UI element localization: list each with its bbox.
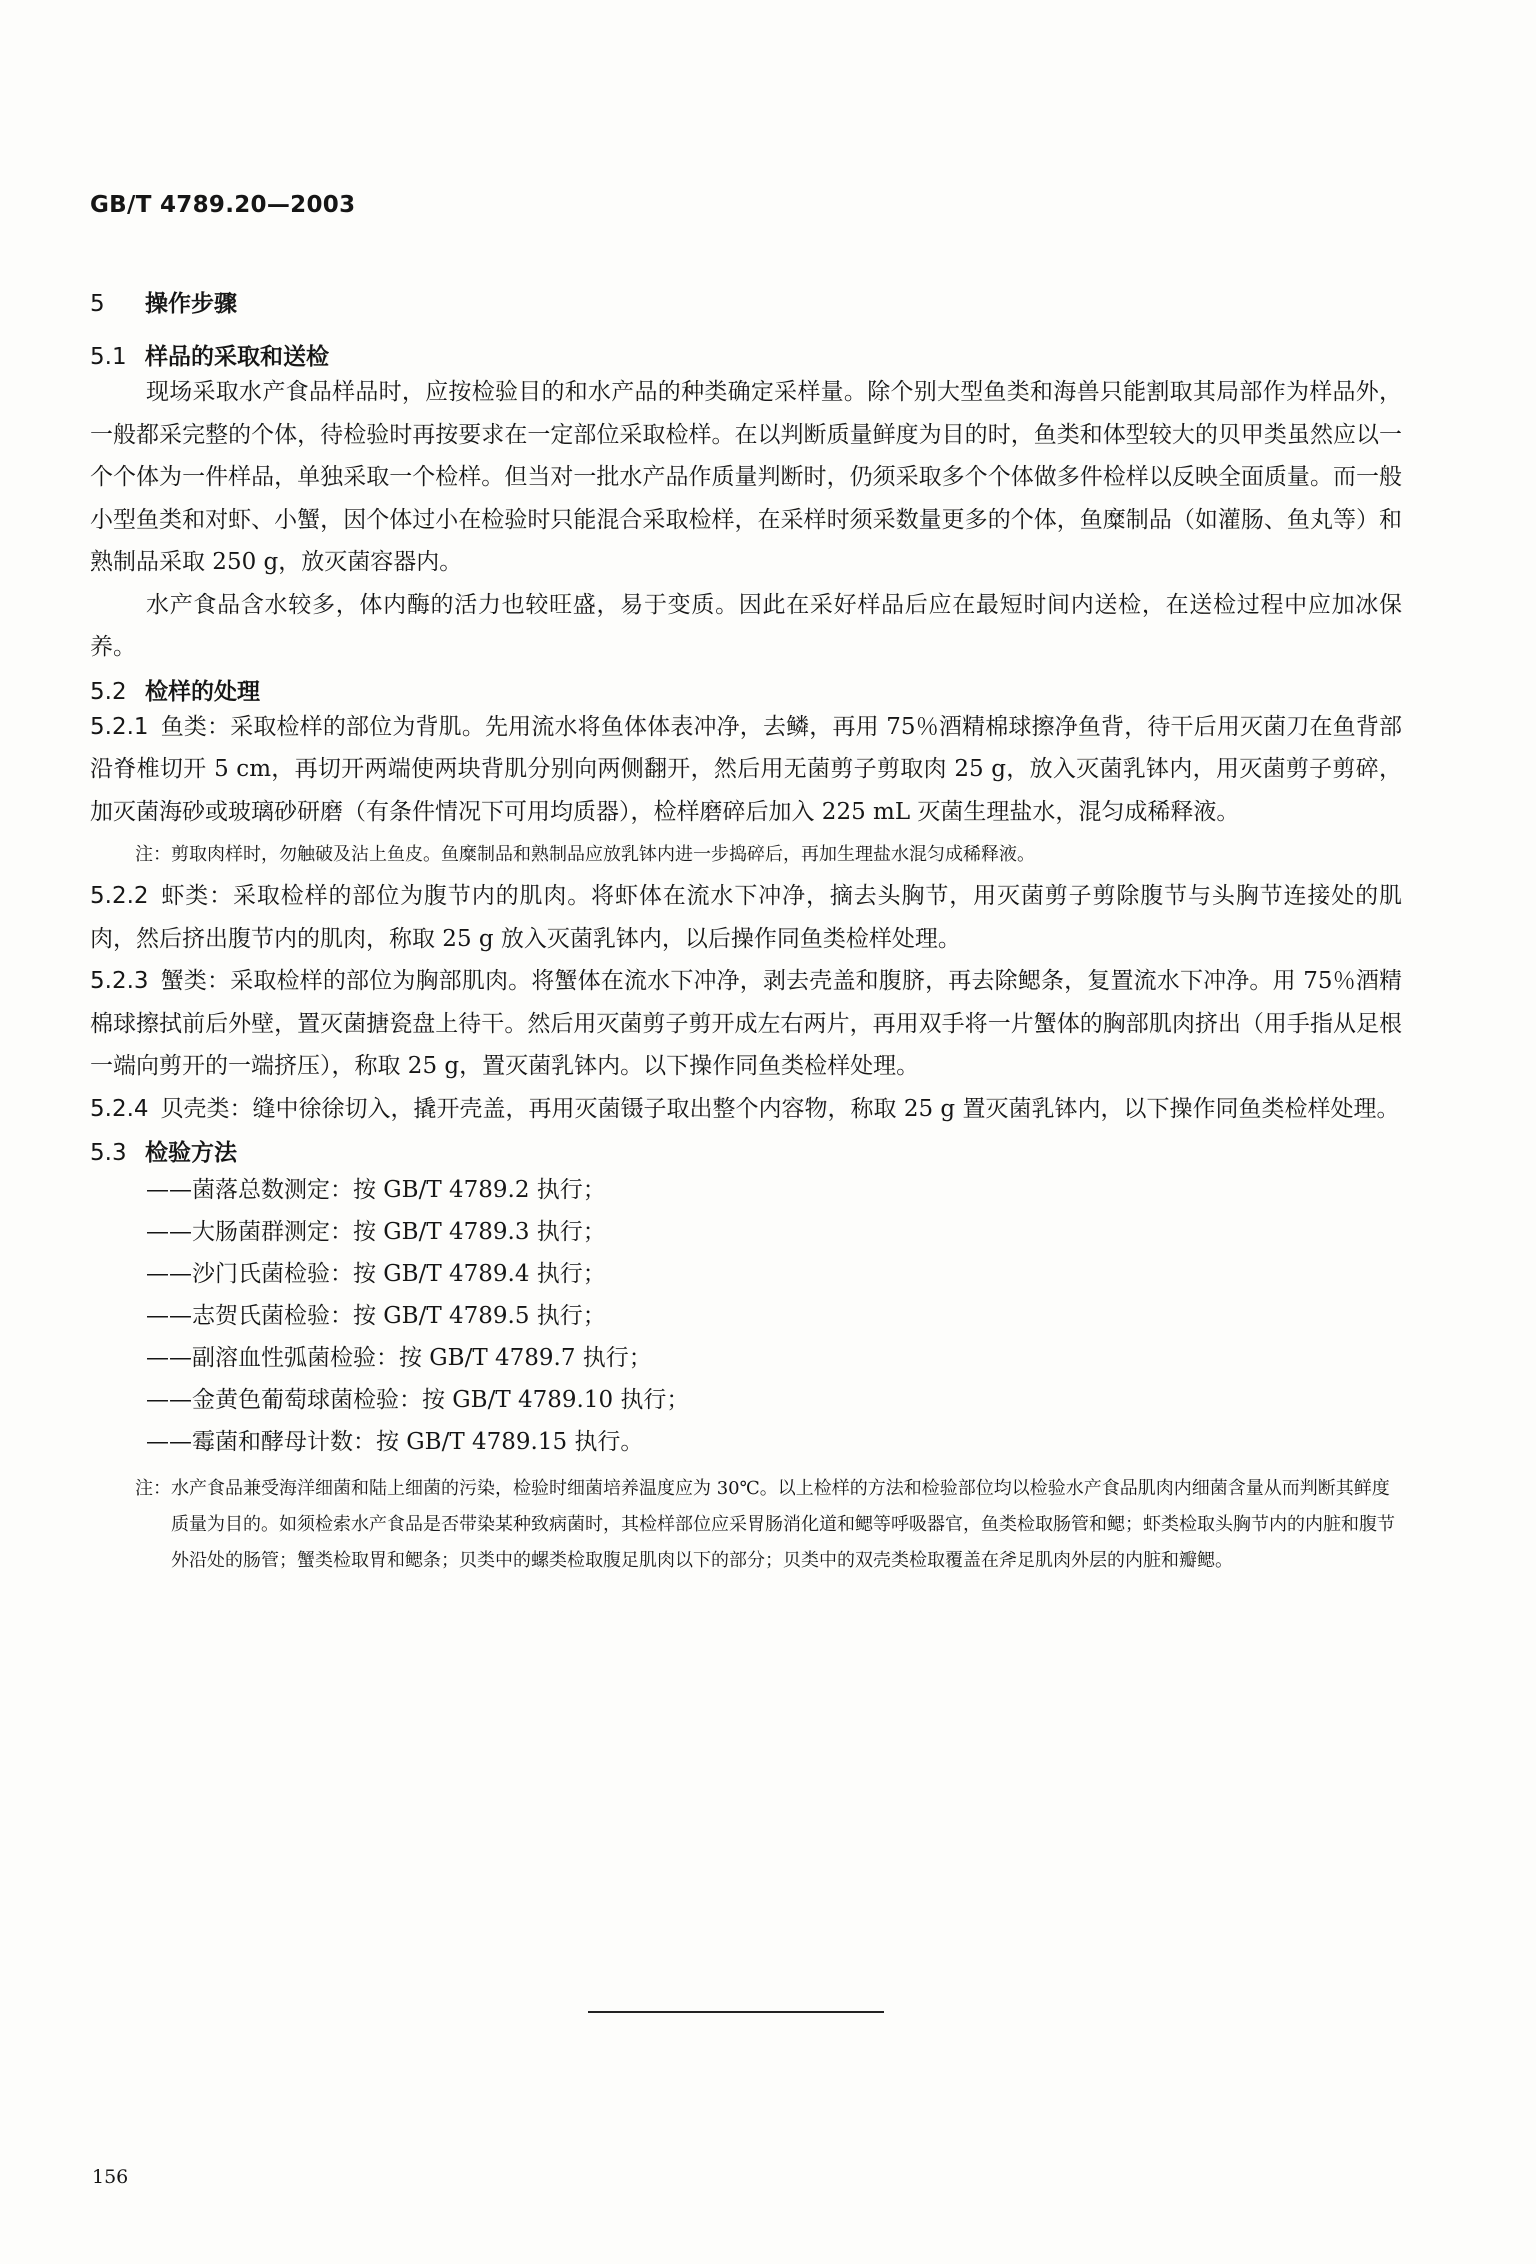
standard-code: GB/T 4789.20—2003 — [90, 192, 356, 218]
clause-5-2-4 — [90, 1088, 1402, 1131]
page-content — [90, 285, 1402, 1579]
section-5-1-heading — [90, 338, 1402, 371]
section-number: 5.1 — [90, 344, 127, 370]
section-number: 5.2 — [90, 678, 127, 705]
paragraph-delivery: 水产食品含水较多，体内酶的活力也较旺盛，易于变质。因此在采好样品后应在最短时间内送检，在送检过程中应加冰保养。 — [90, 591, 1402, 660]
section-5-heading — [90, 285, 1402, 318]
page-number: 156 — [92, 2166, 129, 2188]
list-item: ——大肠菌群测定：按 GB/T 4789.3 执行； — [146, 1219, 606, 1245]
note-label: 注： — [135, 1478, 171, 1499]
test-method-list — [90, 1169, 1402, 1463]
section-number: 5 — [90, 291, 105, 317]
clause-number: 5.2.4 — [90, 1095, 149, 1122]
clause-text: 鱼类：采取检样的部位为背肌。先用流水将鱼体体表冲净，去鳞，再用 75％酒精棉球擦净鱼背，待干后用灭菌刀在鱼背部沿脊椎切开 5 cm，再切开两端使两块背肌分别向两侧翻开，然后用无菌剪子剪取肉 25 g，放入灭菌乳钵内，用灭菌剪子剪碎，加灭菌海砂或玻璃砂研磨（有条件情况下可用均质器），检样磨碎后加入 225 mL 灭菌生理盐水，混匀成稀释液。 — [90, 713, 1402, 825]
end-of-document-rule — [588, 2011, 884, 2013]
clause-number: 5.2.1 — [90, 713, 149, 740]
clause-number: 5.2.3 — [90, 968, 149, 994]
section-title: 样品的采取和送检 — [145, 344, 329, 370]
section-title: 操作步骤 — [145, 291, 237, 317]
section-title: 检验方法 — [145, 1140, 237, 1166]
list-item: ——金黄色葡萄球菌检验：按 GB/T 4789.10 执行； — [146, 1387, 690, 1413]
paragraph-sampling: 现场采取水产食品样品时，应按检验目的和水产品的种类确定采样量。除个别大型鱼类和海兽只能割取其局部作为样品外，一般都采完整的个体，待检验时再按要求在一定部位采取检样。在以判断质量鲜度为目的时，鱼类和体型较大的贝甲类虽然应以一个个体为一件样品，单独采取一个检样。但当对一批水产品作质量判断时，仍须采取多个个体做多件检样以反映全面质量。而一般小型鱼类和对虾、小蟹，因个体过小在检验时只能混合采取检样，在采样时须采数量更多的个体，鱼糜制品（如灌肠、鱼丸等）和熟制品采取 250 g，放灭菌容器内。 — [90, 379, 1402, 575]
clause-5-2-3 — [90, 960, 1402, 1088]
clause-number: 5.2.2 — [90, 883, 149, 909]
clause-text: 虾类：采取检样的部位为腹节内的肌肉。将虾体在流水下冲净，摘去头胸节，用灭菌剪子剪除腹节与头胸节连接处的肌肉，然后挤出腹节内的肌肉，称取 25 g 放入灭菌乳钵内，以后操作同鱼类检样处理。 — [90, 883, 1402, 952]
list-item: ——霉菌和酵母计数：按 GB/T 4789.15 执行。 — [146, 1429, 644, 1455]
clause-text: 蟹类：采取检样的部位为胸部肌肉。将蟹体在流水下冲净，剥去壳盖和腹脐，再去除鳃条，复置流水下冲净。用 75％酒精棉球擦拭前后外壁，置灭菌搪瓷盘上待干。然后用灭菌剪子剪开成左右两片，再用双手将一片蟹体的胸部肌肉挤出（用手指从足根一端向剪开的一端挤压），称取 25 g，置灭菌乳钵内。以下操作同鱼类检样处理。 — [90, 968, 1402, 1079]
note-fish: 注：剪取肉样时，勿触破及沾上鱼皮。鱼糜制品和熟制品应放乳钵内进一步捣碎后，再加生理盐水混匀成稀释液。 — [135, 844, 1035, 865]
section-5-3-heading — [90, 1134, 1402, 1167]
list-item: ——志贺氏菌检验：按 GB/T 4789.5 执行； — [146, 1303, 606, 1329]
section-number: 5.3 — [90, 1140, 127, 1166]
clause-5-2-2 — [90, 875, 1402, 960]
section-title: 检样的处理 — [145, 678, 260, 705]
clause-5-2-1 — [90, 706, 1402, 834]
list-item: ——沙门氏菌检验：按 GB/T 4789.4 执行； — [146, 1261, 606, 1287]
note-text: 水产食品兼受海洋细菌和陆上细菌的污染，检验时细菌培养温度应为 30℃。以上检样的方法和检验部位均以检验水产食品肌肉内细菌含量从而判断其鲜度质量为目的。如须检索水产食品是否带染某种致病菌时，其检样部位应采胃肠消化道和鳃等呼吸器官，鱼类检取肠管和鳃；虾类检取头胸节内的内脏和腹节外沿处的肠管；蟹类检取胃和鳃条；贝类中的螺类检取腹足肌肉以下的部分；贝类中的双壳类检取覆盖在斧足肌肉外层的内脏和瓣鳃。 — [171, 1478, 1395, 1571]
list-item: ——菌落总数测定：按 GB/T 4789.2 执行； — [146, 1177, 606, 1203]
note-methods — [90, 1471, 1402, 1579]
section-5-2-heading — [90, 673, 1402, 706]
clause-text: 贝壳类：缝中徐徐切入，撬开壳盖，再用灭菌镊子取出整个内容物，称取 25 g 置灭菌乳钵内，以下操作同鱼类检样处理。 — [160, 1095, 1400, 1122]
list-item: ——副溶血性弧菌检验：按 GB/T 4789.7 执行； — [146, 1345, 652, 1371]
